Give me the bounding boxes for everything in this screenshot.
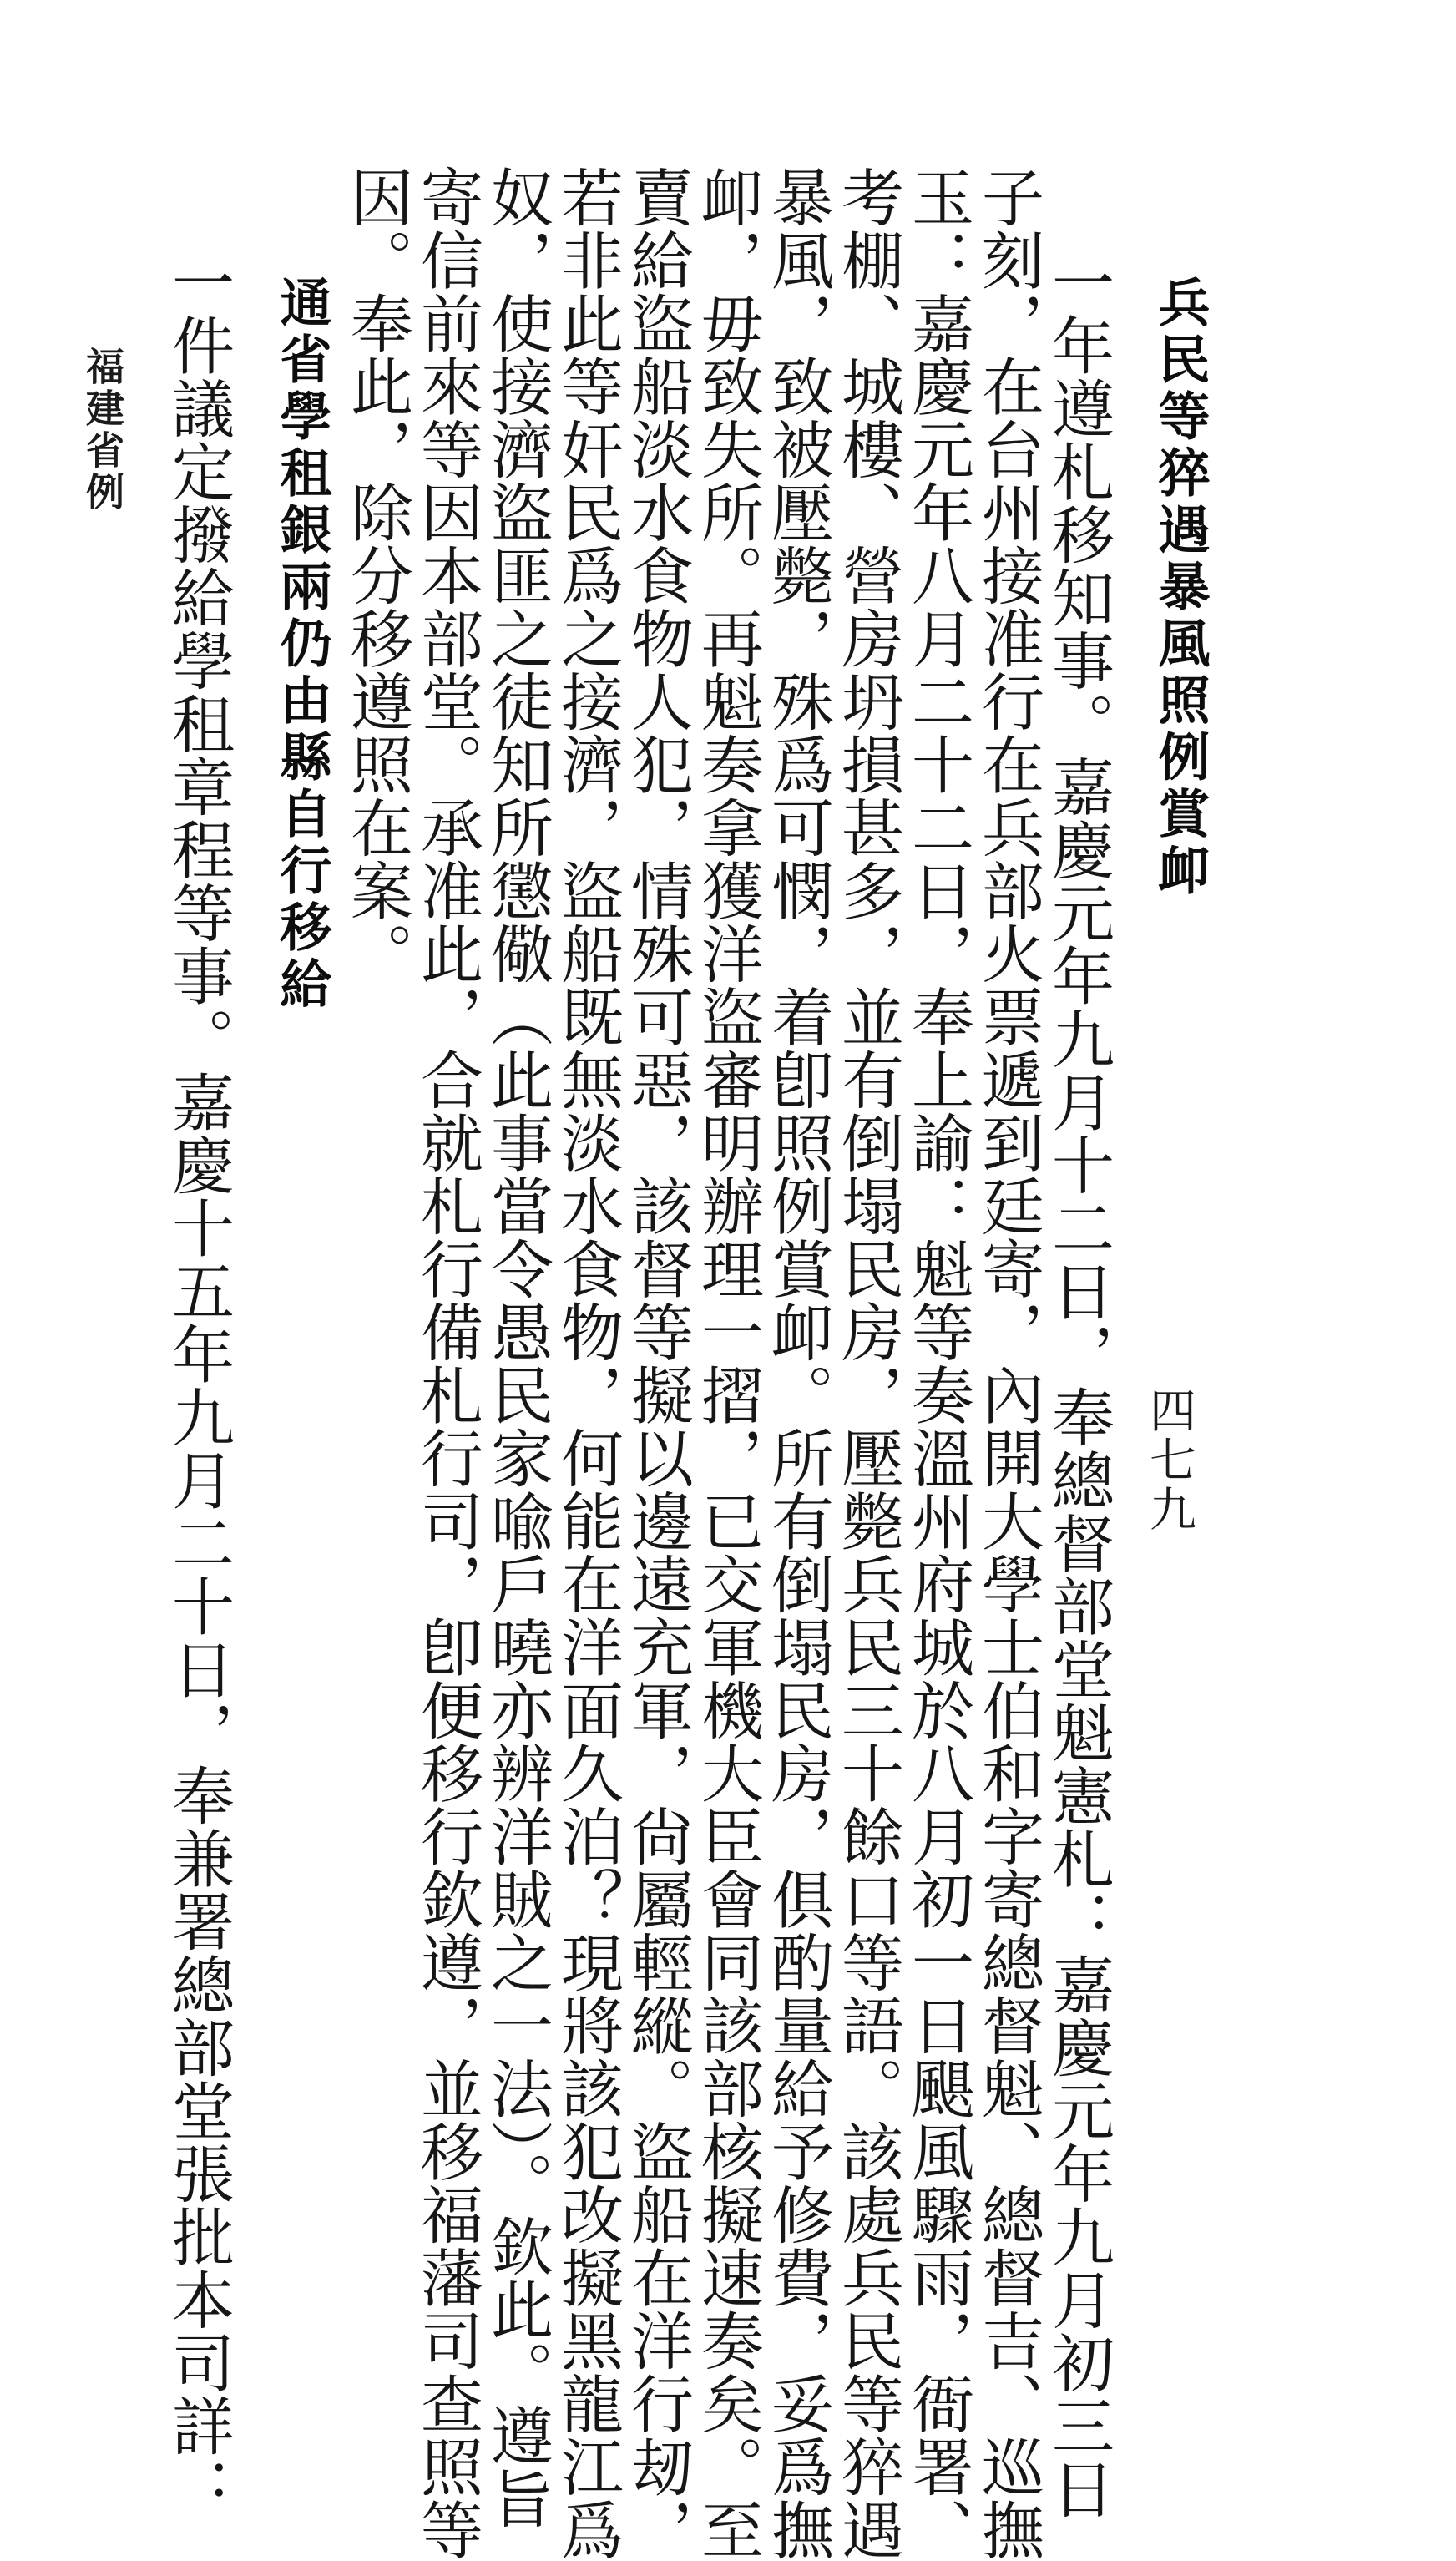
section-title: 兵民等猝遇暴風照例賞卹 [1150,276,1211,900]
text-column: 卹，毋致失所。再魁奏拿獲洋盜審明辦理一摺，已交軍機大臣會同該部核擬速奏矣。至 [691,165,765,2561]
text-column: 因。奉此，除分移遵照在案。 [341,165,414,985]
running-header: 福建省例 [80,347,125,514]
text-column: 一年遵札移知事。嘉慶元年九月十二日，奉總督部堂魁憲札：嘉慶元年九月初三日 [1042,251,1115,2520]
section-title: 通省學租銀兩仍由縣自行移給 [271,276,332,1014]
text-column: 若非此等奸民爲之接濟，盜船既無淡水食物，何能在洋面久泊？現將該犯改擬黑龍江爲 [551,165,624,2561]
text-column: 奴，使接濟盜匪之徒知所懲儆（此事當令愚民家喩戶曉亦辨洋賊之一法）。欽此。遵旨 [481,165,554,2530]
text-column: 一件議定撥給學租章程等事。嘉慶十五年九月二十日，奉兼署總部堂張批本司詳： [162,251,235,2520]
text-column: 暴風，致被壓斃，殊爲可憫，着卽照例賞卹。所有倒塌民房，俱酌量給予修費，妥爲撫 [761,165,835,2561]
text-column: 賣給盜船淡水食物人犯，情殊可惡，該督等擬以邊遠充軍，尙屬輕縱。盜船在洋行刼， [621,165,695,2561]
text-column: 考棚、城樓、營房坍損甚多，並有倒塌民房，壓斃兵民三十餘口等語。該處兵民等猝遇 [832,165,905,2561]
text-column: 寄信前來等因本部堂。承准此，合就札行備札行司，卽便移行欽遵，並移福藩司查照等 [411,165,484,2561]
page-number: 四七九 [1142,1386,1196,1534]
text-column: 子刻，在台州接准行在兵部火票遞到廷寄，內開大學士伯和字寄總督魁、總督吉、巡撫 [972,165,1045,2561]
text-column: 玉：嘉慶元年八月二十二日，奉上諭：魁等奏溫州府城於八月初一日颶風驟雨，衙署、 [902,165,975,2561]
